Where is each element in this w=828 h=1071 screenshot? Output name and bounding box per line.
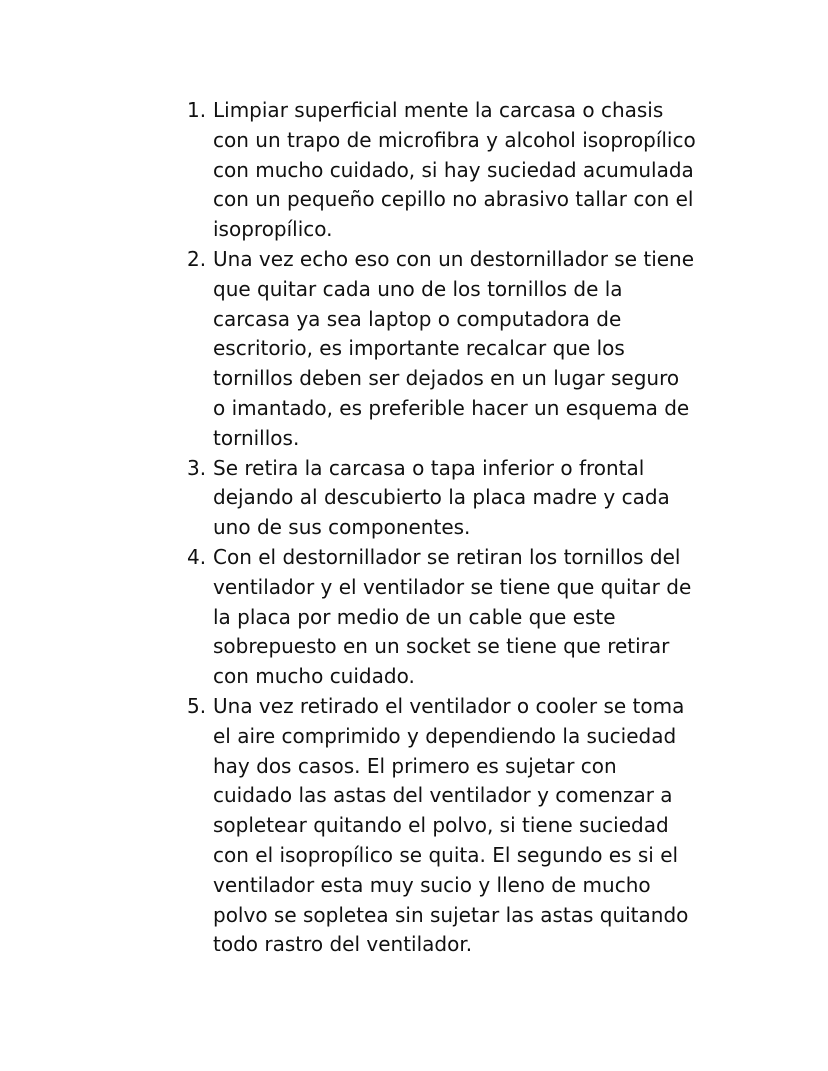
step-line: todo rastro del ventilador. — [213, 932, 473, 957]
step-line: con un trapo de microfibra y alcohol isopropílico — [213, 127, 696, 152]
step-line: Se retira la carcasa o tapa inferior o frontal — [213, 455, 645, 480]
step-line: polvo se sopletea sin sujetar las astas quitando — [213, 902, 689, 927]
step-line: Una vez echo eso con un destornillador se tiene — [213, 246, 695, 271]
step-line: o imantado, es preferible hacer un esquema de — [213, 395, 690, 420]
step-number: 4. — [187, 544, 207, 569]
list-item-step-2 — [187, 245, 727, 454]
step-line: Una vez retirado el ventilador o cooler se toma — [213, 693, 685, 718]
step-line: cuidado las astas del ventilador y comenzar a — [213, 783, 673, 808]
step-line: con un pequeño cepillo no abrasivo tallar con el — [213, 187, 694, 212]
step-line: con mucho cuidado. — [213, 664, 415, 689]
step-line: isopropílico. — [213, 217, 333, 242]
list-item-step-4 — [187, 543, 727, 692]
step-line: con mucho cuidado, si hay suciedad acumulada — [213, 157, 694, 182]
step-line: carcasa ya sea laptop o computadora de — [213, 306, 622, 331]
step-line: escritorio, es importante recalcar que los — [213, 336, 625, 361]
step-line: ventilador y el ventilador se tiene que quitar de — [213, 574, 692, 599]
step-number: 5. — [187, 693, 207, 718]
step-line: sopletear quitando el polvo, si tiene suciedad — [213, 813, 669, 838]
step-line: tornillos. — [213, 425, 300, 450]
step-line: dejando al descubierto la placa madre y cada — [213, 485, 670, 510]
list-item-step-3 — [187, 454, 727, 543]
numbered-steps-list — [187, 96, 727, 960]
step-line: la placa por medio de un cable que este — [213, 604, 616, 629]
step-line: tornillos deben ser dejados en un lugar seguro — [213, 366, 680, 391]
step-line: Con el destornillador se retiran los tornillos del — [213, 544, 681, 569]
step-line: sobrepuesto en un socket se tiene que retirar — [213, 634, 670, 659]
list-item-step-5 — [187, 692, 727, 960]
step-number: 1. — [187, 98, 207, 122]
step-line: ventilador esta muy sucio y lleno de mucho — [213, 872, 651, 897]
step-line: que quitar cada uno de los tornillos de la — [213, 276, 623, 301]
step-line: con el isopropílico se quita. El segundo es si el — [213, 842, 679, 867]
step-line: hay dos casos. El primero es sujetar con — [213, 753, 617, 778]
step-number: 3. — [187, 455, 207, 480]
step-number: 2. — [187, 246, 207, 271]
step-line: el aire comprimido y dependiendo la suciedad — [213, 723, 677, 748]
list-item-step-1 — [187, 96, 727, 245]
step-line: uno de sus componentes. — [213, 515, 471, 540]
step-line: Limpiar superficial mente la carcasa o chasis — [213, 98, 664, 122]
